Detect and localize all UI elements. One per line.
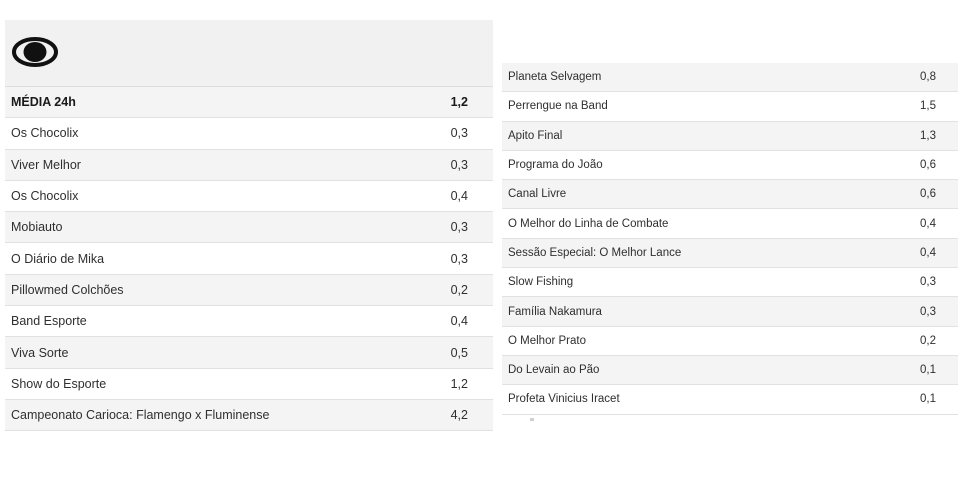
table-row [502, 268, 958, 297]
program-name: O Melhor Prato [508, 334, 586, 347]
table-row [502, 385, 958, 414]
rating-value: 0,3 [450, 126, 468, 141]
rating-value: 0,6 [920, 159, 936, 172]
program-name: Canal Livre [508, 188, 567, 201]
program-name: O Melhor do Linha de Combate [508, 217, 669, 230]
rating-value: 0,6 [920, 188, 936, 201]
rating-value: 0,5 [450, 345, 468, 360]
ratings-table-right [502, 63, 958, 415]
left-rows [5, 87, 493, 431]
table-row [5, 400, 493, 431]
table-row [5, 118, 493, 149]
program-name: Apito Final [508, 129, 563, 142]
program-name: Viva Sorte [11, 345, 69, 360]
right-rows [502, 63, 958, 415]
table-row [502, 92, 958, 121]
table-row [502, 209, 958, 238]
program-name: Pillowmed Colchões [11, 282, 124, 297]
rating-value: 1,5 [920, 100, 936, 113]
table-row [502, 180, 958, 209]
rating-value: 0,3 [450, 251, 468, 266]
program-name: Família Nakamura [508, 305, 602, 318]
program-name: O Diário de Mika [11, 251, 105, 266]
rating-value: 0,2 [920, 334, 936, 347]
average-row [5, 87, 493, 118]
table-row [5, 337, 493, 368]
program-name: Band Esporte [11, 314, 87, 329]
rating-value: 1,2 [450, 376, 468, 391]
program-name: Campeonato Carioca: Flamengo x Fluminense [11, 408, 270, 423]
rating-value: 0,2 [450, 282, 468, 297]
table-header [5, 20, 493, 87]
cropped-row-fragment [530, 418, 534, 421]
program-name: Profeta Vinicius Iracet [508, 393, 620, 406]
rating-value: 0,8 [920, 71, 936, 84]
eye-logo-icon [12, 37, 58, 72]
table-row [5, 369, 493, 400]
table-row [5, 243, 493, 274]
table-row [502, 297, 958, 326]
program-name: Show do Esporte [11, 376, 107, 391]
table-row [5, 150, 493, 181]
rating-value: 0,3 [450, 157, 468, 172]
program-name: Os Chocolix [11, 189, 79, 204]
rating-value: 0,4 [450, 189, 468, 204]
program-name: MÉDIA 24h [11, 95, 76, 110]
rating-value: 0,3 [920, 305, 936, 318]
rating-value: 0,4 [450, 314, 468, 329]
rating-value: 1,3 [920, 129, 936, 142]
table-row [5, 212, 493, 243]
program-name: Perrengue na Band [508, 100, 608, 113]
rating-value: 0,4 [920, 246, 936, 259]
rating-value: 1,2 [450, 95, 468, 110]
table-row [502, 356, 958, 385]
rating-value: 0,4 [920, 217, 936, 230]
table-row [5, 181, 493, 212]
program-name: Os Chocolix [11, 126, 79, 141]
table-row [502, 151, 958, 180]
program-name: Programa do João [508, 159, 603, 172]
program-name: Planeta Selvagem [508, 71, 602, 84]
table-row [502, 327, 958, 356]
rating-value: 0,1 [920, 364, 936, 377]
program-name: Viver Melhor [11, 157, 81, 172]
table-row [5, 275, 493, 306]
ratings-table-left [5, 20, 493, 431]
program-name: Do Levain ao Pão [508, 364, 600, 377]
program-name: Sessão Especial: O Melhor Lance [508, 246, 682, 259]
table-row [5, 306, 493, 337]
rating-value: 0,1 [920, 393, 936, 406]
program-name: Slow Fishing [508, 276, 574, 289]
rating-value: 0,3 [920, 276, 936, 289]
program-name: Mobiauto [11, 220, 63, 235]
rating-value: 0,3 [450, 220, 468, 235]
rating-value: 4,2 [450, 408, 468, 423]
table-row [502, 122, 958, 151]
table-row [502, 63, 958, 92]
table-row [502, 239, 958, 268]
